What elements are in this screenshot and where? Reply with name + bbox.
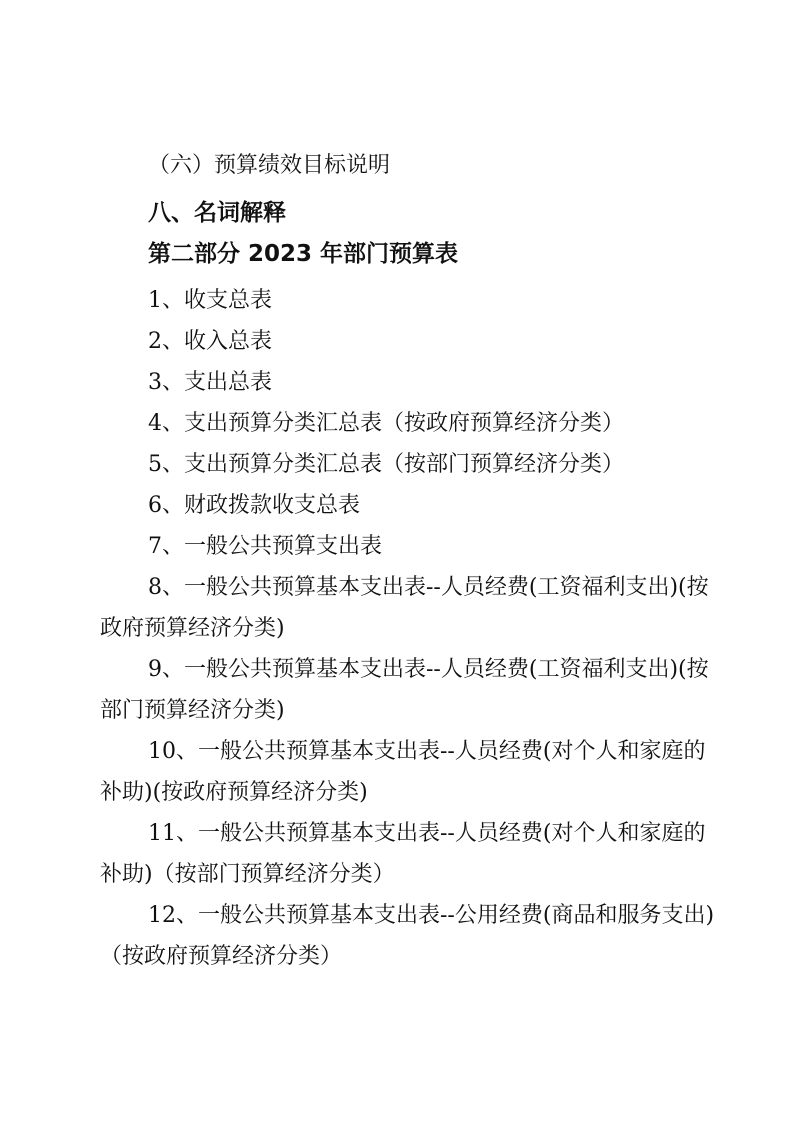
text-line: 八、名词解释 [148,200,286,226]
text-line: 第二部分 2023 年部门预算表 [148,241,459,267]
text-line: 8、一般公共预算基本支出表--人员经费(工资福利支出)(按 [148,575,709,600]
table-item-1 [100,280,693,321]
table-item-3 [100,362,693,403]
text-line: 政府预算经济分类) [100,616,285,641]
text-line: （六）预算绩效目标说明 [148,153,391,178]
text-line: 3、支出总表 [148,370,272,395]
text-line: （按政府预算经济分类） [100,944,343,969]
text-line: 部门预算经济分类) [100,698,285,723]
text-line: 11、一般公共预算基本支出表--人员经费(对个人和家庭的 [148,821,706,846]
text-line: 1、收支总表 [148,288,272,313]
text-line: 12、一般公共预算基本支出表--公用经费(商品和服务支出) [148,903,715,928]
table-item-5 [100,444,693,485]
table-item-11 [100,813,706,895]
table-item-12 [100,895,715,977]
table-item-8 [100,567,709,649]
text-line: 2、收入总表 [148,329,272,354]
table-item-4 [100,403,693,444]
text-line: 10、一般公共预算基本支出表--人员经费(对个人和家庭的 [148,739,706,764]
text-line: 4、支出预算分类汇总表（按政府预算经济分类） [148,411,624,436]
table-item-7 [100,526,693,567]
text-line: 补助)(按政府预算经济分类) [100,780,368,805]
text-line: 9、一般公共预算基本支出表--人员经费(工资福利支出)(按 [148,657,709,682]
text-line: 补助)（按部门预算经济分类） [100,862,395,887]
table-item-2 [100,321,693,362]
heading-part2 [100,234,693,275]
toc-subitem-6 [100,145,693,186]
table-item-6 [100,485,693,526]
table-item-10 [100,731,706,813]
text-line: 6、财政拨款收支总表 [148,493,360,518]
text-line: 7、一般公共预算支出表 [148,534,382,559]
heading-glossary [100,193,693,234]
text-line: 5、支出预算分类汇总表（按部门预算经济分类） [148,452,624,477]
table-item-9 [100,649,709,731]
